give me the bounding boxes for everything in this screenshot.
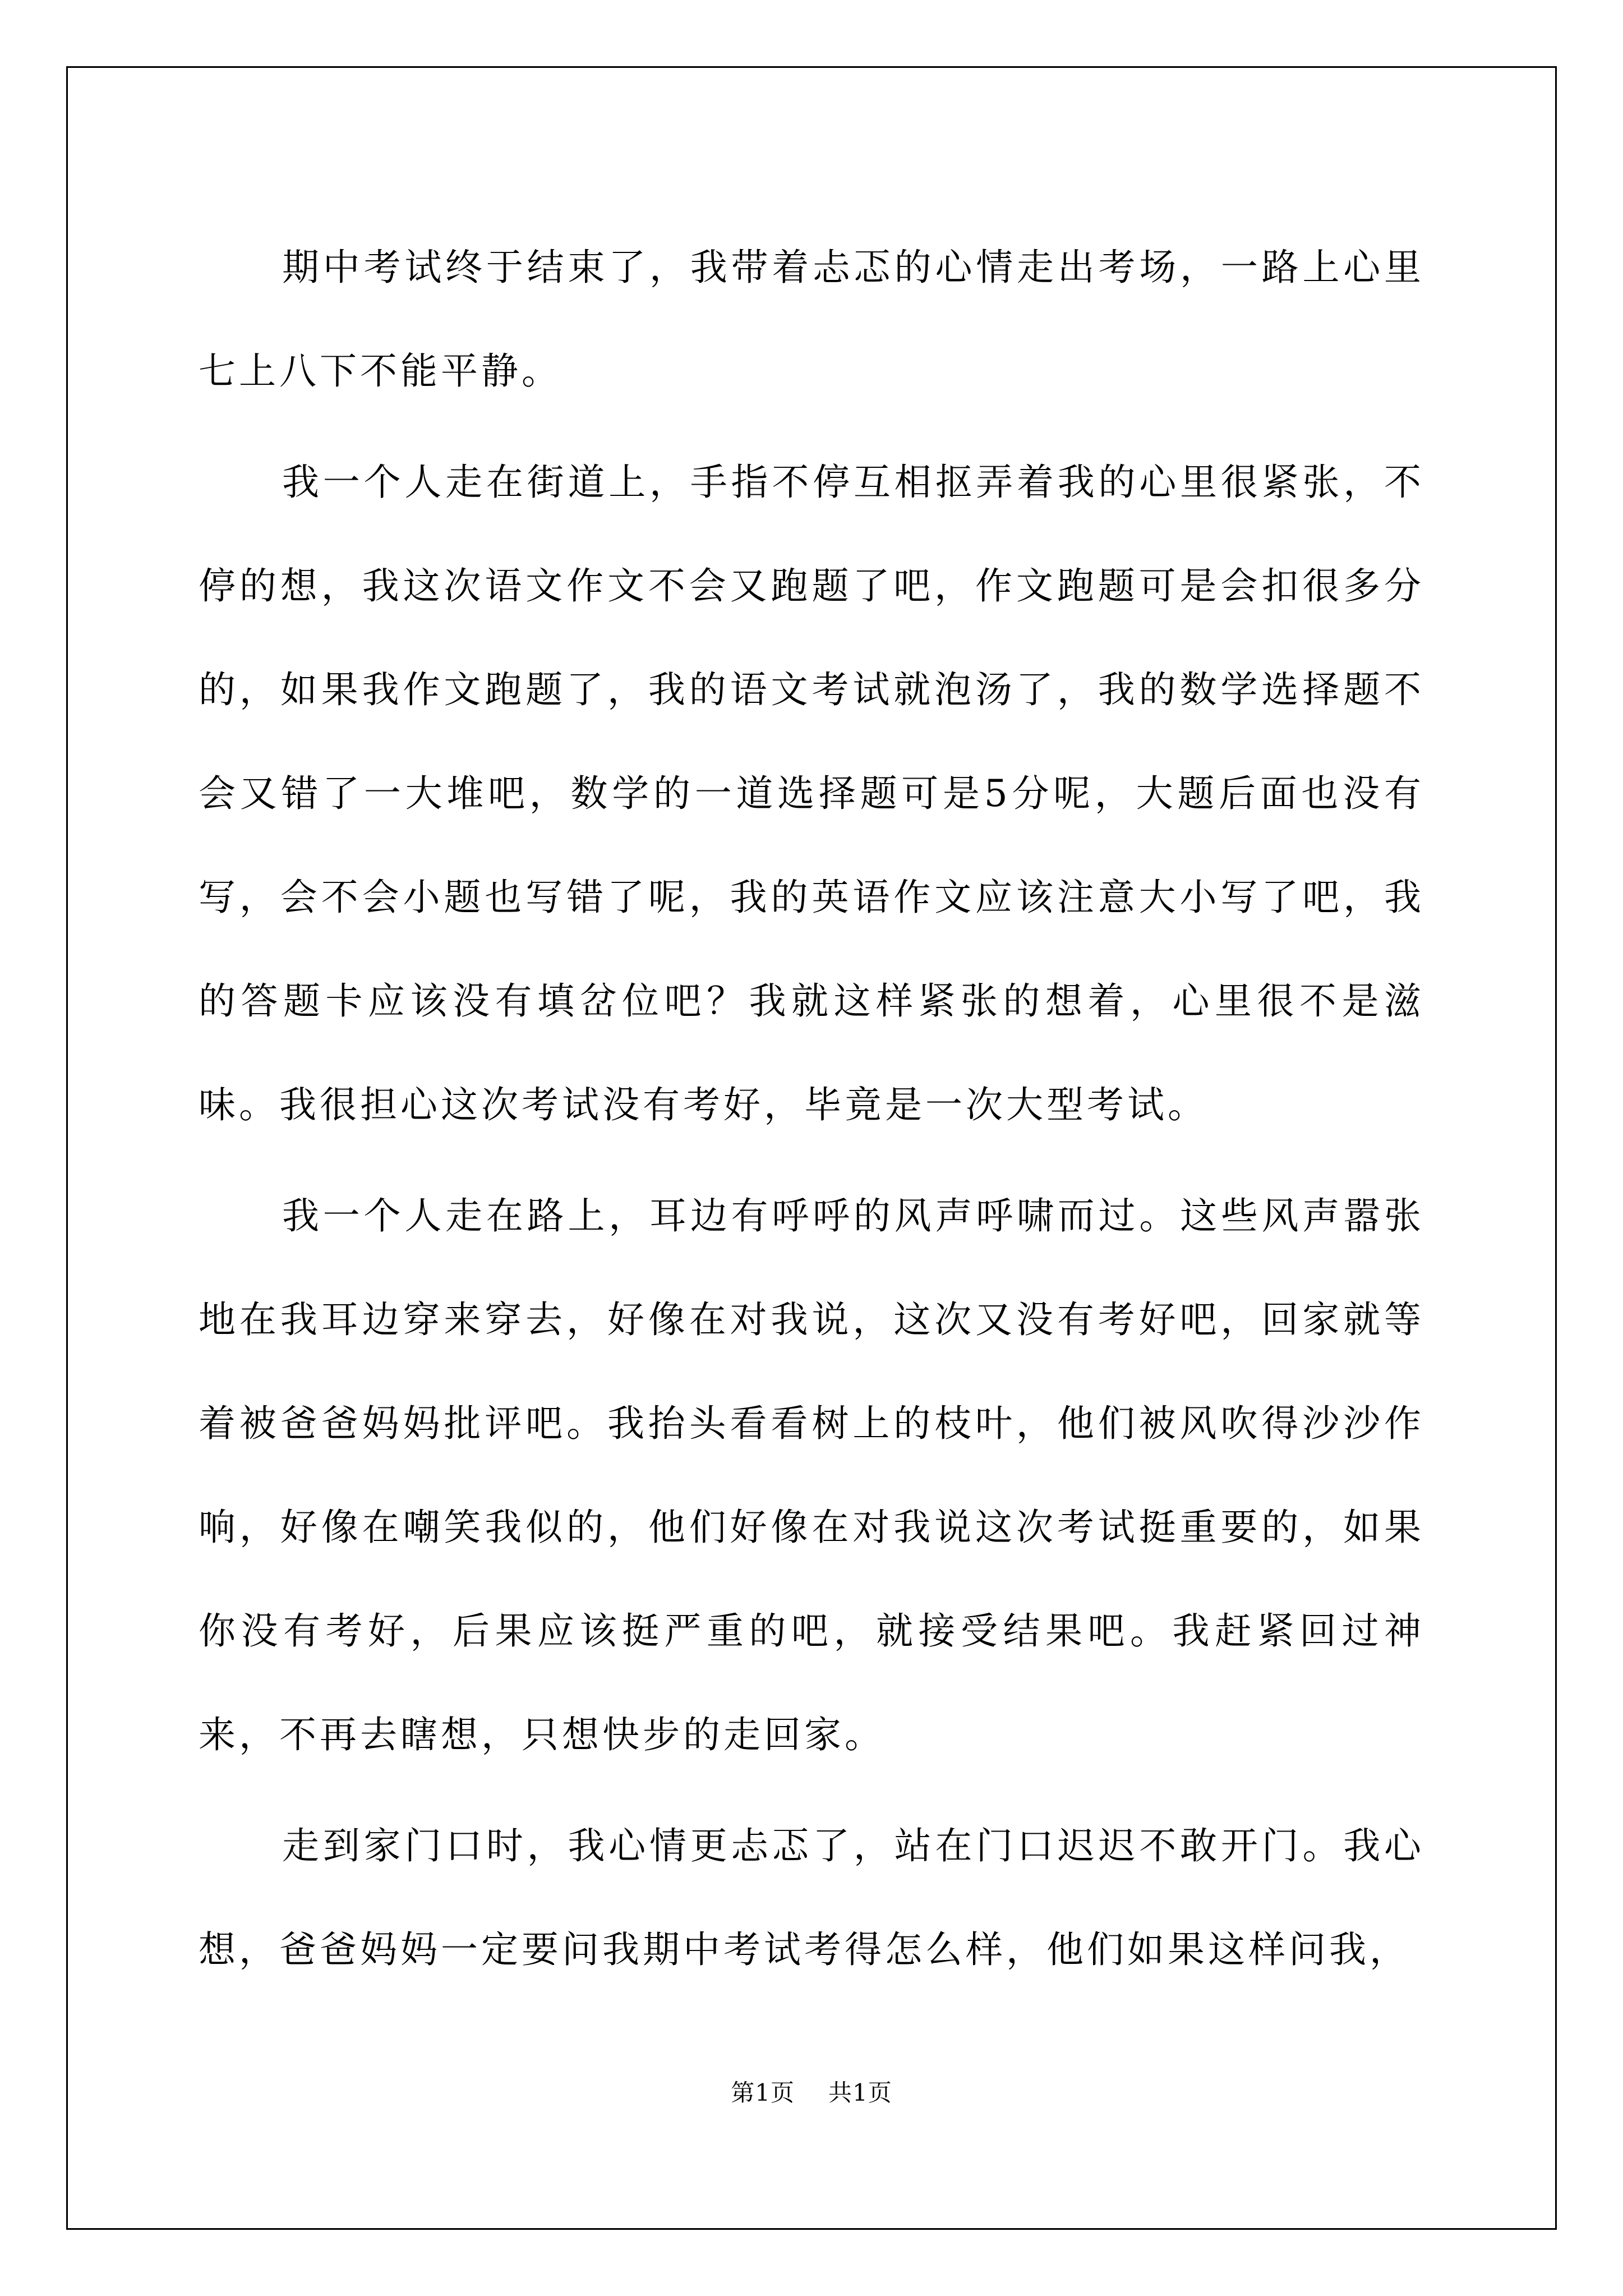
page-number-current: 第1页 xyxy=(731,2079,795,2106)
paragraph-2: 我一个人走在街道上，手指不停互相抠弄着我的心里很紧张，不停的想，我这次语文作文不会又跑题了吧，作文跑题可是会扣很多分的，如果我作文跑题了，我的语文考试就泡汤了，我的数学选择题不会又错了一大堆吧，数学的一道选择题可是5分呢，大题后面也没有写，会不会小题也写错了呢，我的英语作文应该注意大小写了吧，我的答题卡应该没有填岔位吧？我就这样紧张的想着，心里很不是滋味。我很担心这次考试没有考好，毕竟是一次大型考试。 xyxy=(199,461,1424,1126)
paragraph-3: 我一个人走在路上，耳边有呼呼的风声呼啸而过。这些风声嚣张地在我耳边穿来穿去，好像在对我说，这次又没有考好吧，回家就等着被爸爸妈妈批评吧。我抬头看看树上的枝叶，他们被风吹得沙沙作响，好像在嘲笑我似的，他们好像在对我说这次考试挺重要的，如果你没有考好，后果应该挺严重的吧，就接受结果吧。我赶紧回过神来，不再去瞎想，只想快步的走回家。 xyxy=(199,1194,1424,1756)
paragraph-4: 走到家门口时，我心情更忐忑了，站在门口迟迟不敢开门。我心想，爸爸妈妈一定要问我期中考试考得怎么样，他们如果这样问我， xyxy=(199,1824,1424,1971)
paragraph-1: 期中考试终于结束了，我带着忐忑的心情走出考场，一路上心里七上八下不能平静。 xyxy=(199,246,1424,393)
document-body xyxy=(199,215,1424,2009)
page-number-total: 共1页 xyxy=(828,2079,892,2106)
page-footer xyxy=(0,2074,1623,2108)
